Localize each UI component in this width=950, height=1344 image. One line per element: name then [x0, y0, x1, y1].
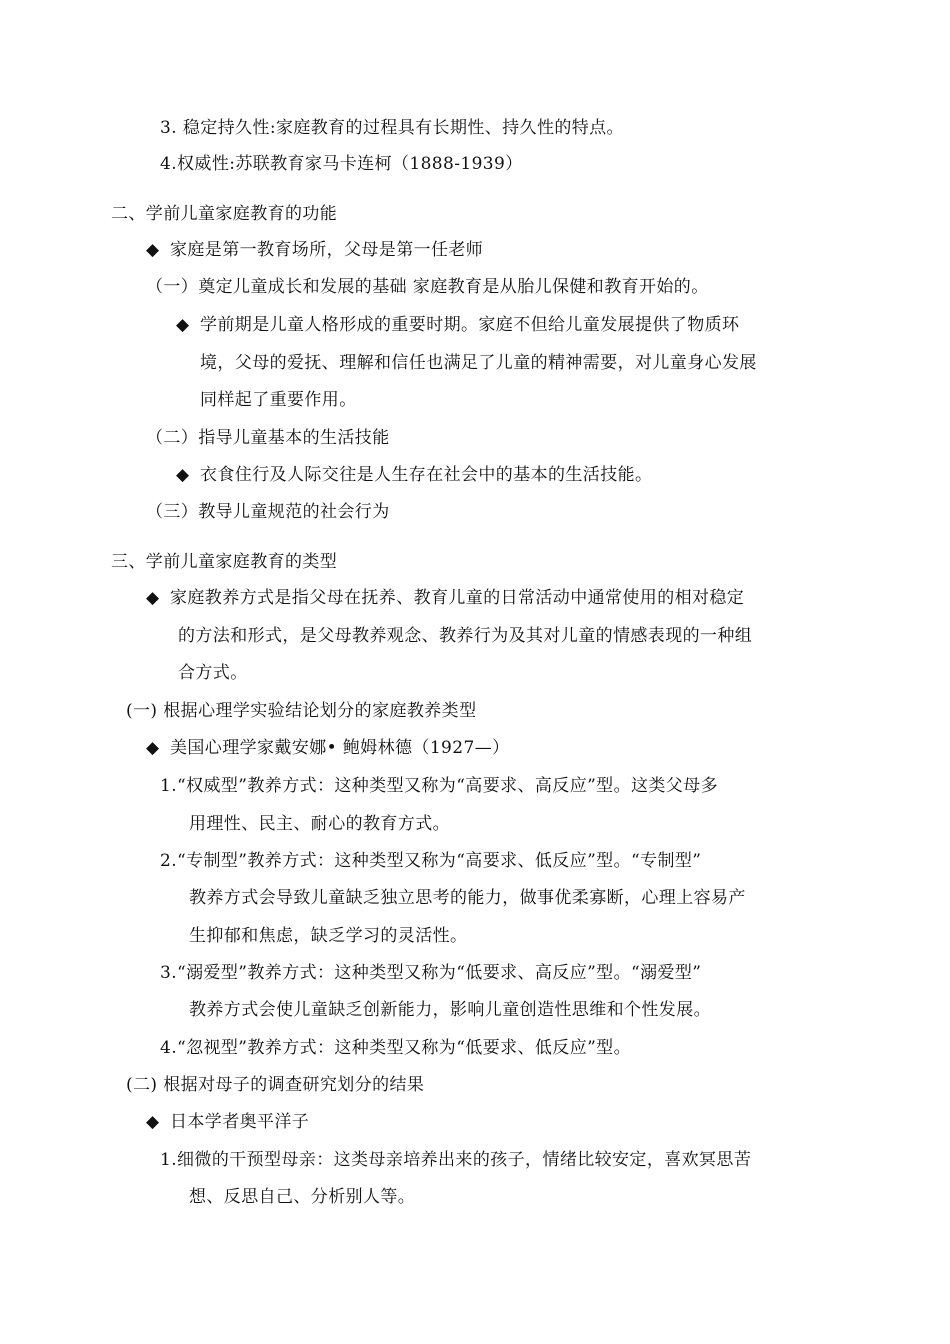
list-item-3: 3.“溺爱型”教养方式：这种类型又称为“低要求、高反应”型。“溺爱型”	[160, 963, 702, 983]
list-item-1: 1.“权威型”教养方式：这种类型又称为“高要求、高反应”型。这类父母多	[160, 776, 718, 796]
diamond-bullet-icon: ◆	[146, 1112, 160, 1132]
diamond-bullet-icon: ◆	[176, 465, 190, 485]
section-heading-3: 三、学前儿童家庭教育的类型	[111, 552, 338, 572]
bullet-text: 家庭是第一教育场所，父母是第一任老师	[170, 240, 484, 260]
paragraph-line: 生抑郁和焦虑，缺乏学习的灵活性。	[189, 926, 468, 946]
diamond-bullet-icon: ◆	[146, 240, 160, 260]
paragraph-line: 教养方式会导致儿童缺乏独立思考的能力，做事优柔寡断，心理上容易产	[189, 888, 746, 908]
list-item-1: 1.细微的干预型母亲：这类母亲培养出来的孩子，情绪比较安定，喜欢冥思苦	[160, 1150, 752, 1170]
subsection-heading: (一) 根据心理学实验结论划分的家庭教养类型	[126, 701, 477, 721]
bullet-item	[176, 464, 652, 486]
paragraph-line: 想、反思自己、分析别人等。	[189, 1187, 416, 1207]
bullet-text: 日本学者奥平洋子	[170, 1112, 310, 1132]
paragraph-line: 境，父母的爱抚、理解和信任也满足了儿童的精神需要，对儿童身心发展	[200, 353, 757, 373]
paragraph-line: 教养方式会使儿童缺乏创新能力，影响儿童创造性思维和个性发展。	[189, 1000, 711, 1020]
bullet-text: 学前期是儿童人格形成的重要时期。家庭不但给儿童发展提供了物质环	[200, 315, 740, 335]
paragraph-line: 用理性、民主、耐心的教育方式。	[189, 814, 450, 834]
subsection-heading: （二）指导儿童基本的生活技能	[146, 428, 390, 448]
paragraph-line: 同样起了重要作用。	[200, 390, 357, 410]
subsection-heading: (二) 根据对母子的调查研究划分的结果	[126, 1075, 425, 1095]
bullet-text: 家庭教养方式是指父母在抚养、教育儿童的日常活动中通常使用的相对稳定	[170, 588, 745, 608]
bullet-text: 衣食住行及人际交往是人生存在社会中的基本的生活技能。	[200, 465, 653, 485]
list-item-4: 4.“忽视型”教养方式：这种类型又称为“低要求、低反应”型。	[160, 1038, 631, 1058]
paragraph-line: 的方法和形式，是父母教养观念、教养行为及其对儿童的情感表现的一种组	[178, 626, 753, 646]
bullet-item	[146, 1111, 309, 1133]
subsection-heading: （一）奠定儿童成长和发展的基础 家庭教育是从胎儿保健和教育开始的。	[146, 277, 709, 297]
bullet-item	[146, 737, 510, 759]
list-item-3: 3. 稳定持久性:家庭教育的过程具有长期性、持久性的特点。	[160, 118, 624, 138]
section-heading-2: 二、学前儿童家庭教育的功能	[111, 204, 338, 224]
bullet-item	[146, 239, 483, 261]
diamond-bullet-icon: ◆	[146, 738, 160, 758]
bullet-item	[146, 587, 744, 609]
list-item-2: 2.“专制型”教养方式：这种类型又称为“高要求、低反应”型。“专制型”	[160, 851, 702, 871]
diamond-bullet-icon: ◆	[176, 315, 190, 335]
paragraph-line: 合方式。	[178, 663, 248, 683]
diamond-bullet-icon: ◆	[146, 588, 160, 608]
subsection-heading: （三）教导儿童规范的社会行为	[146, 502, 390, 522]
bullet-text: 美国心理学家戴安娜• 鲍姆林德（1927—）	[170, 738, 510, 758]
list-item-4: 4.权威性:苏联教育家马卡连柯（1888-1939）	[160, 154, 523, 174]
bullet-item	[176, 314, 739, 336]
